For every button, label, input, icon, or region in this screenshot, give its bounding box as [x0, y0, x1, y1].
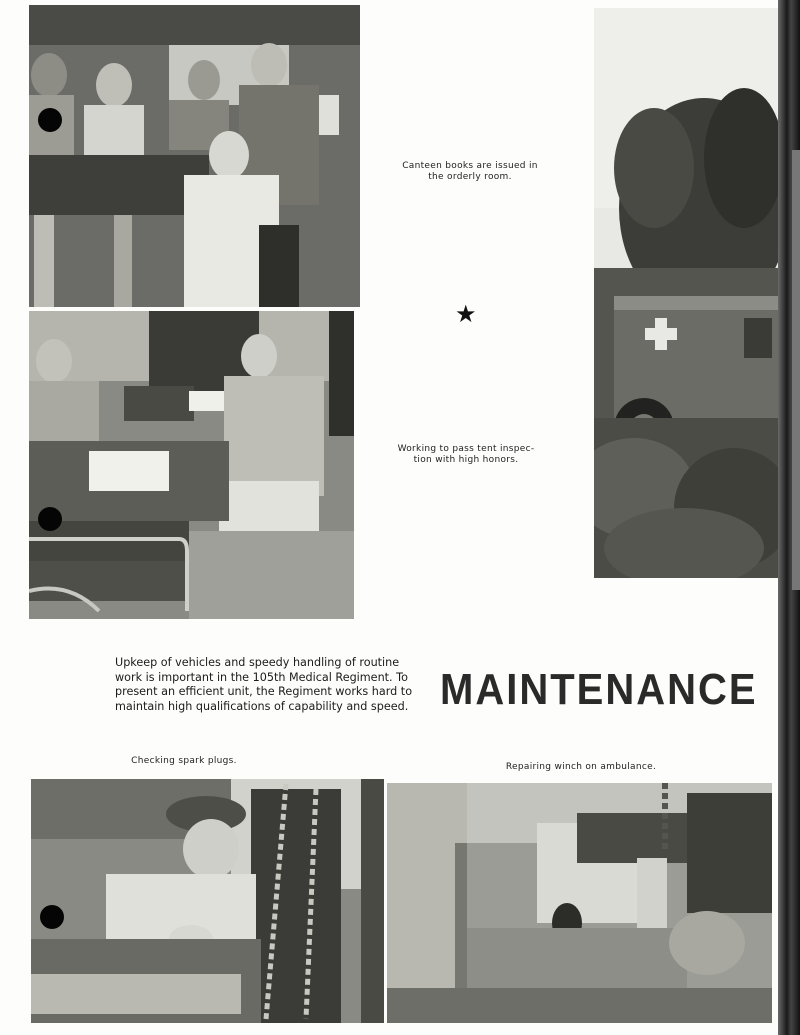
caption-winch-repair: Repairing winch on ambulance.	[505, 762, 657, 772]
page-heading: MAINTENANCE	[440, 666, 758, 714]
ambulance-photo	[594, 8, 778, 578]
binder-hole-3	[40, 905, 64, 929]
caption-canteen-books: Canteen books are issued in the orderly room.	[402, 161, 538, 182]
body-paragraph: Upkeep of vehicles and speedy handling of routine work is important in the 105th Medical Regiment. To present an efficient unit, the Regiment works hard to maintain high qualifications of capability and speed.	[115, 656, 413, 713]
binding-strip	[792, 150, 800, 590]
winch-repair-photo	[387, 783, 772, 1023]
orderly-room-photo	[29, 5, 360, 307]
star-ornament: ★	[455, 300, 477, 328]
binder-hole-1	[38, 108, 62, 132]
spark-plugs-photo	[31, 779, 384, 1023]
caption-tent-inspection: Working to pass tent inspec- tion with high honors.	[397, 444, 535, 465]
binder-hole-2	[38, 507, 62, 531]
tent-inspection-photo	[29, 311, 354, 619]
page-binding-edge	[778, 0, 800, 1035]
caption-spark-plugs: Checking spark plugs.	[131, 756, 237, 766]
